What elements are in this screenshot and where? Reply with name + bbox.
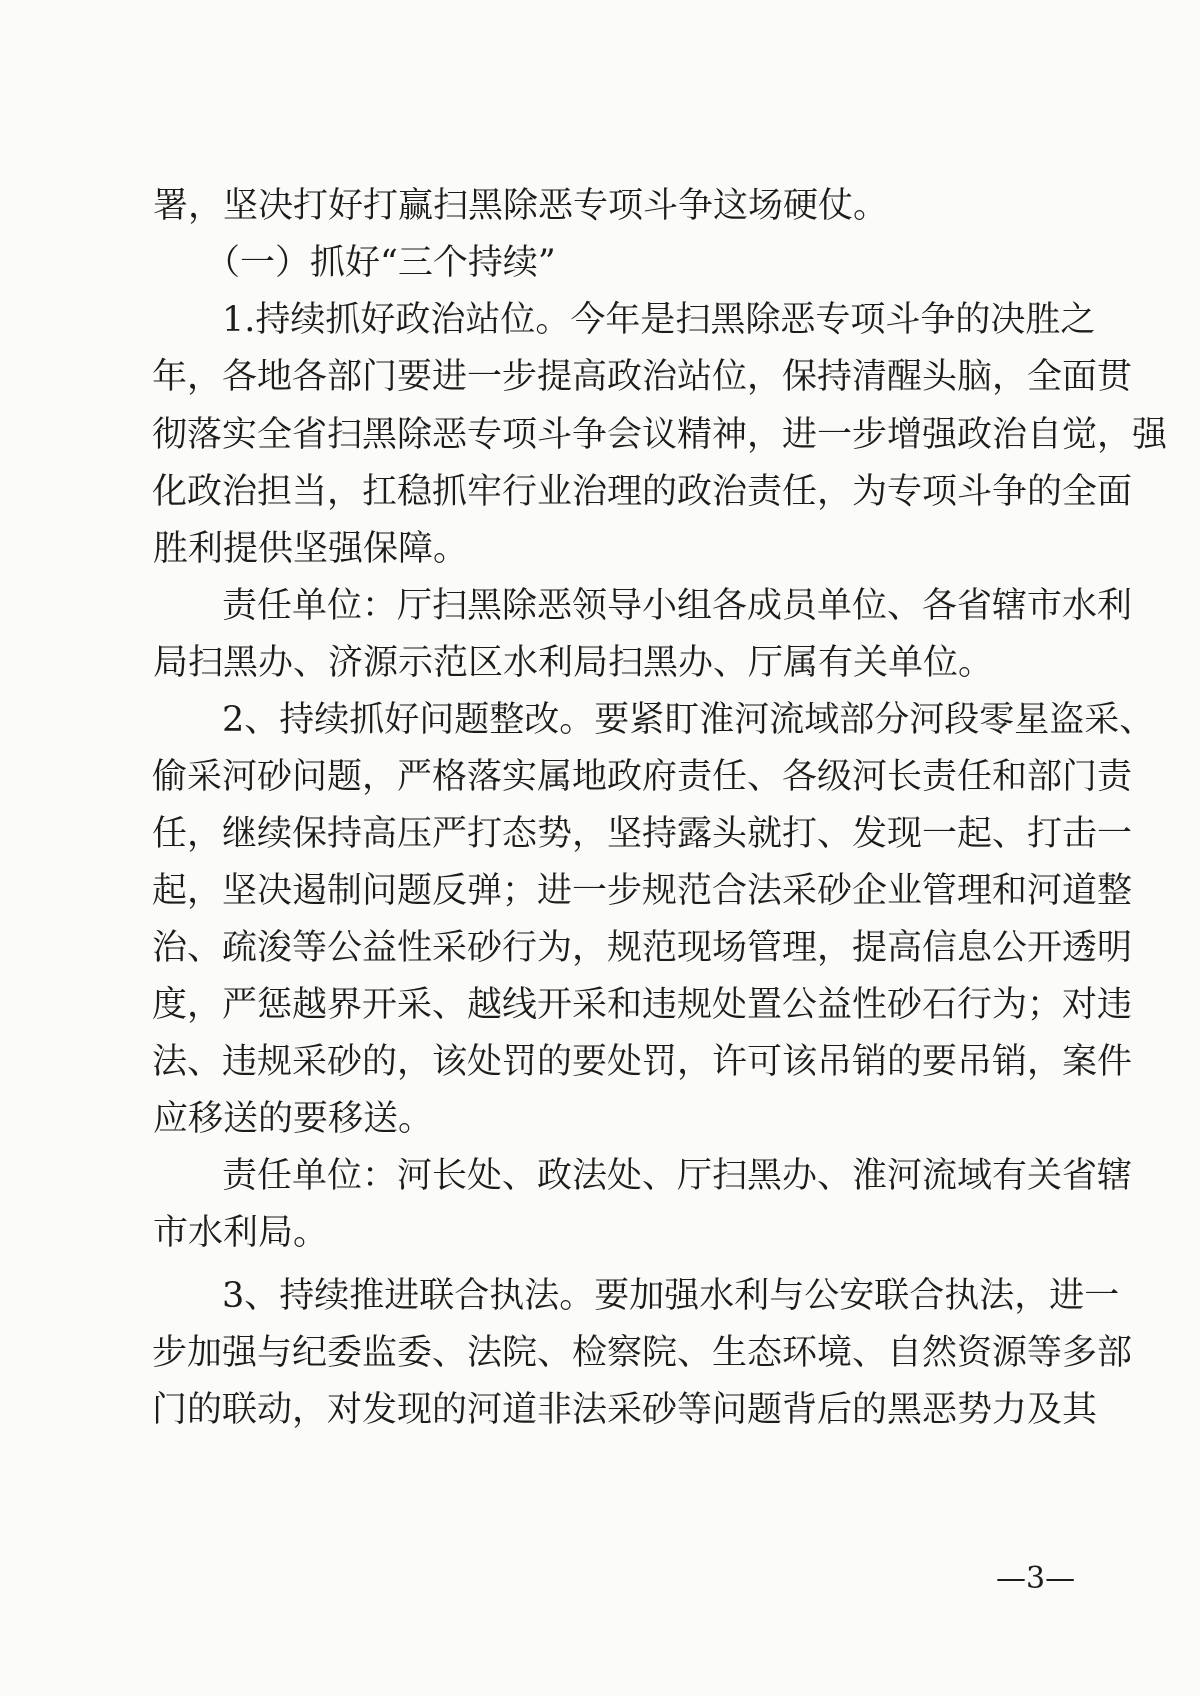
- text-line: 门的联动，对发现的河道非法采砂等问题背后的黑恶势力及其: [152, 1390, 1098, 1430]
- text-line: 偷采河砂问题，严格落实属地政府责任、各级河长责任和部门责: [152, 757, 1133, 797]
- text-line: 治、疏浚等公益性采砂行为，规范现场管理，提高信息公开透明: [152, 928, 1133, 968]
- section-heading: （一）抓好“三个持续”: [205, 243, 556, 283]
- text-line: 3、持续推进联合执法。要加强水利与公安联合执法，进一: [222, 1276, 1120, 1316]
- text-line: 责任单位：河长处、政法处、厅扫黑办、淮河流域有关省辖: [222, 1156, 1133, 1196]
- text-line: 署，坚决打好打赢扫黑除恶专项斗争这场硬仗。: [153, 186, 889, 226]
- text-line: 2、持续抓好问题整改。要紧盯淮河流域部分河段零星盗采、: [222, 700, 1155, 740]
- text-line: 起，坚决遏制问题反弹；进一步规范合法采砂企业管理和河道整: [152, 871, 1133, 911]
- text-line: 1.持续抓好政治站位。今年是扫黑除恶专项斗争的决胜之: [222, 300, 1096, 340]
- text-line: 度，严惩越界开采、越线开采和违规处置公益性砂石行为；对违: [152, 985, 1133, 1025]
- text-line: 市水利局。: [153, 1213, 329, 1253]
- text-line: 彻落实全省扫黑除恶专项斗争会议精神，进一步增强政治自觉，强: [152, 415, 1168, 455]
- text-line: 化政治担当，扛稳抓牢行业治理的政治责任，为专项斗争的全面: [152, 472, 1133, 512]
- text-line: 年，各地各部门要进一步提高政治站位，保持清醒头脑，全面贯: [152, 357, 1133, 397]
- text-line: 应移送的要移送。: [153, 1099, 434, 1139]
- text-line: 任，继续保持高压严打态势，坚持露头就打、发现一起、打击一: [152, 814, 1133, 854]
- text-line: 胜利提供坚强保障。: [153, 529, 469, 569]
- text-line: 局扫黑办、济源示范区水利局扫黑办、厅属有关单位。: [153, 643, 994, 683]
- text-line: 步加强与纪委监委、法院、检察院、生态环境、自然资源等多部: [152, 1333, 1133, 1373]
- page-number: —3—: [996, 1561, 1076, 1596]
- text-line: 法、违规采砂的，该处罚的要处罚，许可该吊销的要吊销，案件: [152, 1042, 1133, 1082]
- text-line: 责任单位：厅扫黑除恶领导小组各成员单位、各省辖市水利: [222, 586, 1133, 626]
